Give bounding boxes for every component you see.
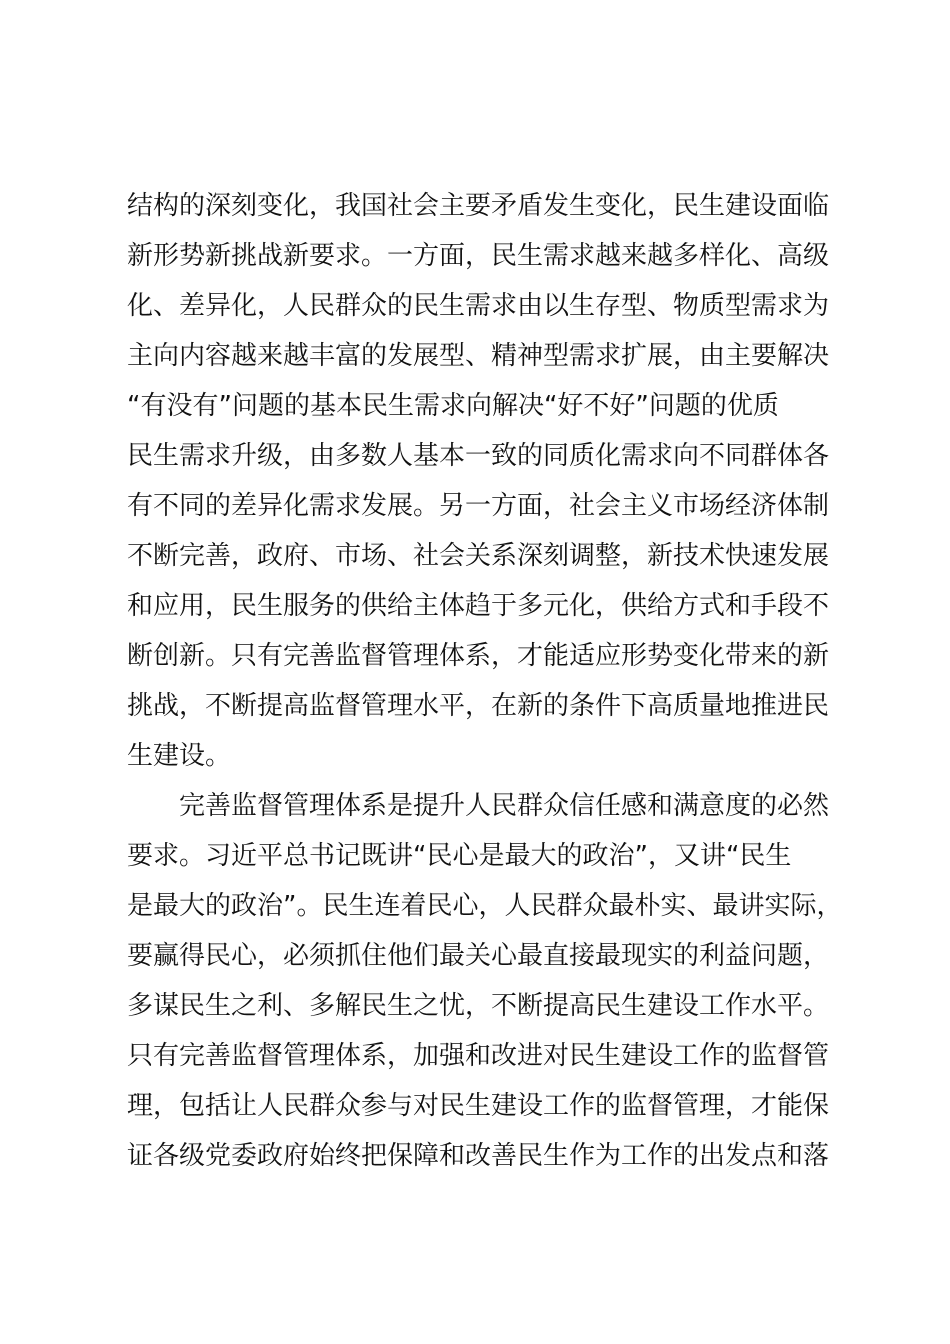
text-line: 和应用，民生服务的供给主体趋于多元化，供给方式和手段不 bbox=[127, 591, 830, 621]
body-text bbox=[127, 181, 847, 1181]
text-line: 要赢得民心，必须抓住他们最关心最直接最现实的利益问题， bbox=[127, 941, 830, 971]
paragraph-start-line: 完善监督管理体系是提升人民群众信任感和满意度的必然 bbox=[179, 791, 830, 821]
text-line: 生建设。 bbox=[127, 741, 232, 771]
text-line: 断创新。只有完善监督管理体系，才能适应形势变化带来的新 bbox=[127, 641, 830, 671]
text-line: “有没有”问题的基本民生需求向解决“好不好”问题的优质 bbox=[127, 391, 779, 421]
text-line: 多谋民生之利、多解民生之忧，不断提高民生建设工作水平。 bbox=[127, 991, 830, 1021]
text-line: 有不同的差异化需求发展。另一方面，社会主义市场经济体制 bbox=[127, 491, 830, 521]
text-line: 民生需求升级，由多数人基本一致的同质化需求向不同群体各 bbox=[127, 441, 830, 471]
text-line: 化、差异化，人民群众的民生需求由以生存型、物质型需求为 bbox=[127, 291, 830, 321]
text-line: 挑战，不断提高监督管理水平，在新的条件下高质量地推进民 bbox=[127, 691, 830, 721]
text-line: 是最大的政治”。民生连着民心，人民群众最朴实、最讲实际， bbox=[127, 891, 843, 921]
text-line: 不断完善，政府、市场、社会关系深刻调整，新技术快速发展 bbox=[127, 541, 830, 571]
text-line: 只有完善监督管理体系，加强和改进对民生建设工作的监督管 bbox=[127, 1041, 830, 1071]
text-line: 理，包括让人民群众参与对民生建设工作的监督管理，才能保 bbox=[127, 1091, 830, 1121]
text-line: 证各级党委政府始终把保障和改善民生作为工作的出发点和落 bbox=[127, 1141, 830, 1171]
text-line: 新形势新挑战新要求。一方面，民生需求越来越多样化、高级 bbox=[127, 241, 830, 271]
text-line: 结构的深刻变化，我国社会主要矛盾发生变化，民生建设面临 bbox=[127, 191, 830, 221]
text-line: 要求。习近平总书记既讲“民心是最大的政治”，又讲“民生 bbox=[127, 841, 792, 871]
text-line: 主向内容越来越丰富的发展型、精神型需求扩展，由主要解决 bbox=[127, 341, 830, 371]
